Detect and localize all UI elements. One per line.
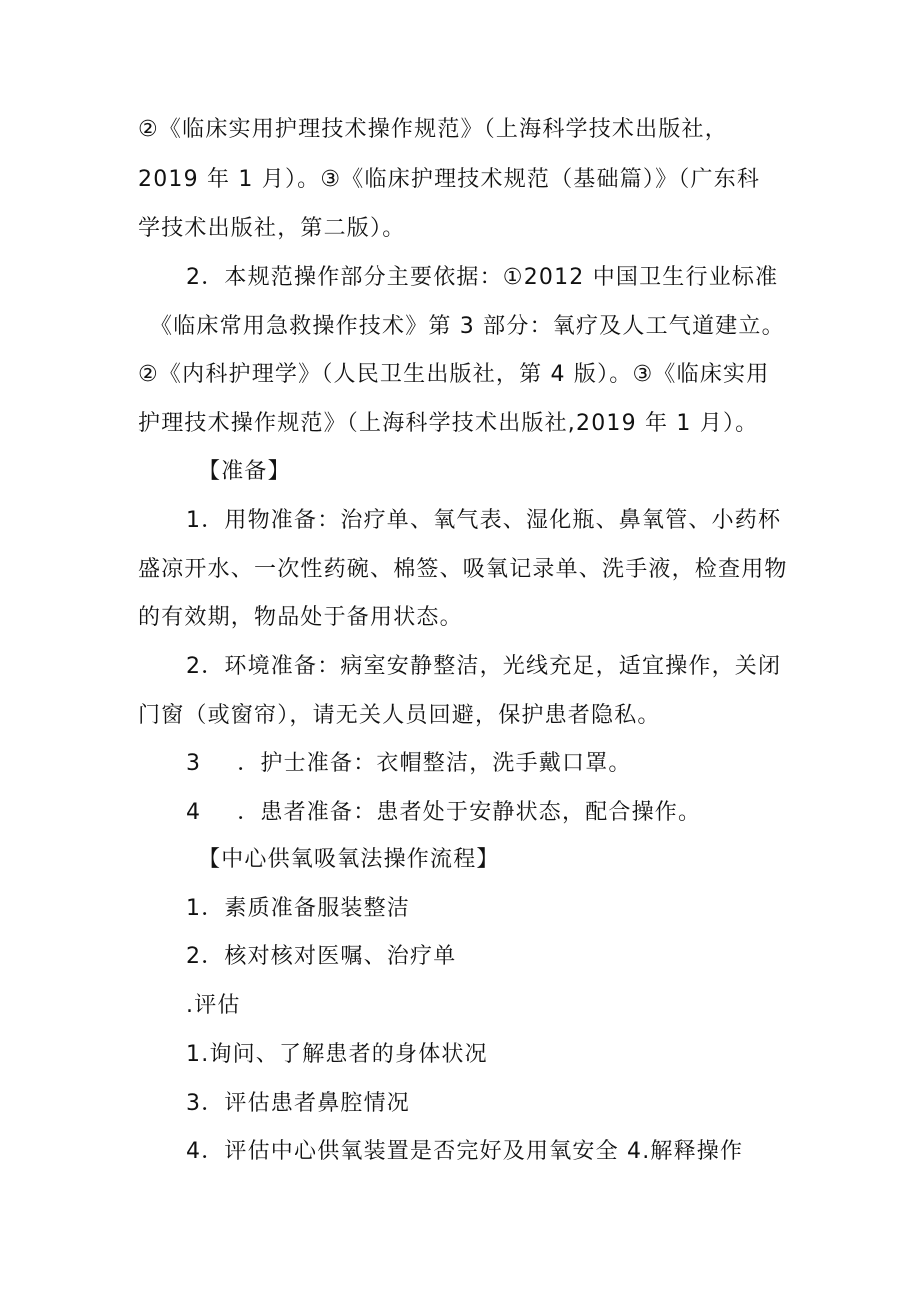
supplies-line-2: 盛凉开水、一次性药碗、棉签、吸氧记录单、洗手液，检查用物 xyxy=(138,557,788,582)
supplies-line-3: 的有效期，物品处于备用状态。 xyxy=(138,605,463,630)
nurse-preparation xyxy=(186,749,632,779)
assessment-item-3: 3．评估患者鼻腔情况 xyxy=(186,1091,410,1116)
reference-line-2: 2019 年 1 月）。③《临床护理技术规范（基础篇）》（广东科 xyxy=(138,167,761,192)
assessment-item-4: 4．评估中心供氧装置是否完好及用氧安全 4.解释操作 xyxy=(186,1139,744,1164)
basis-line-4: 护理技术操作规范》（上海科学技术出版社,2019 年 1 月）。 xyxy=(138,411,759,436)
basis-line-2: 《临床常用急救操作技术》第 3 部分：氧疗及人工气道建立。 xyxy=(150,314,785,339)
reference-line-3: 学技术出版社，第二版）。 xyxy=(138,216,406,241)
preparation-heading: 【准备】 xyxy=(198,459,291,484)
nurse-preparation-text: ．护士准备：衣帽整洁，洗手戴口罩。 xyxy=(237,751,632,776)
process-step-1: 1．素质准备服装整洁 xyxy=(186,896,410,921)
basis-line-3: ②《内科护理学》（人民卫生出版社，第 4 版）。③《临床实用 xyxy=(138,362,770,387)
environment-line-2: 门窗（或窗帘），请无关人员回避，保护患者隐私。 xyxy=(138,703,661,728)
assessment-item-1: 1.询问、了解患者的身体状况 xyxy=(186,1042,488,1067)
assessment-heading: .评估 xyxy=(186,993,241,1018)
supplies-line-1: 1．用物准备：治疗单、氧气表、湿化瓶、鼻氧管、小药杯 xyxy=(186,508,782,533)
patient-preparation-text: ．患者准备：患者处于安静状态，配合操作。 xyxy=(237,800,702,825)
nurse-preparation-number: 3 xyxy=(186,751,202,776)
patient-preparation-number: 4 xyxy=(186,800,202,825)
environment-line-1: 2．环境准备：病室安静整洁，光线充足，适宜操作，关闭 xyxy=(186,654,782,679)
process-heading: 【中心供氧吸氧法操作流程】 xyxy=(198,847,500,872)
process-step-2: 2．核对核对医嘱、治疗单 xyxy=(186,944,457,969)
basis-line-1: 2．本规范操作部分主要依据：①2012 中国卫生行业标准 xyxy=(186,265,779,290)
patient-preparation xyxy=(186,798,701,828)
reference-line-1: ②《临床实用护理技术操作规范》（上海科学技术出版社， xyxy=(138,117,728,142)
